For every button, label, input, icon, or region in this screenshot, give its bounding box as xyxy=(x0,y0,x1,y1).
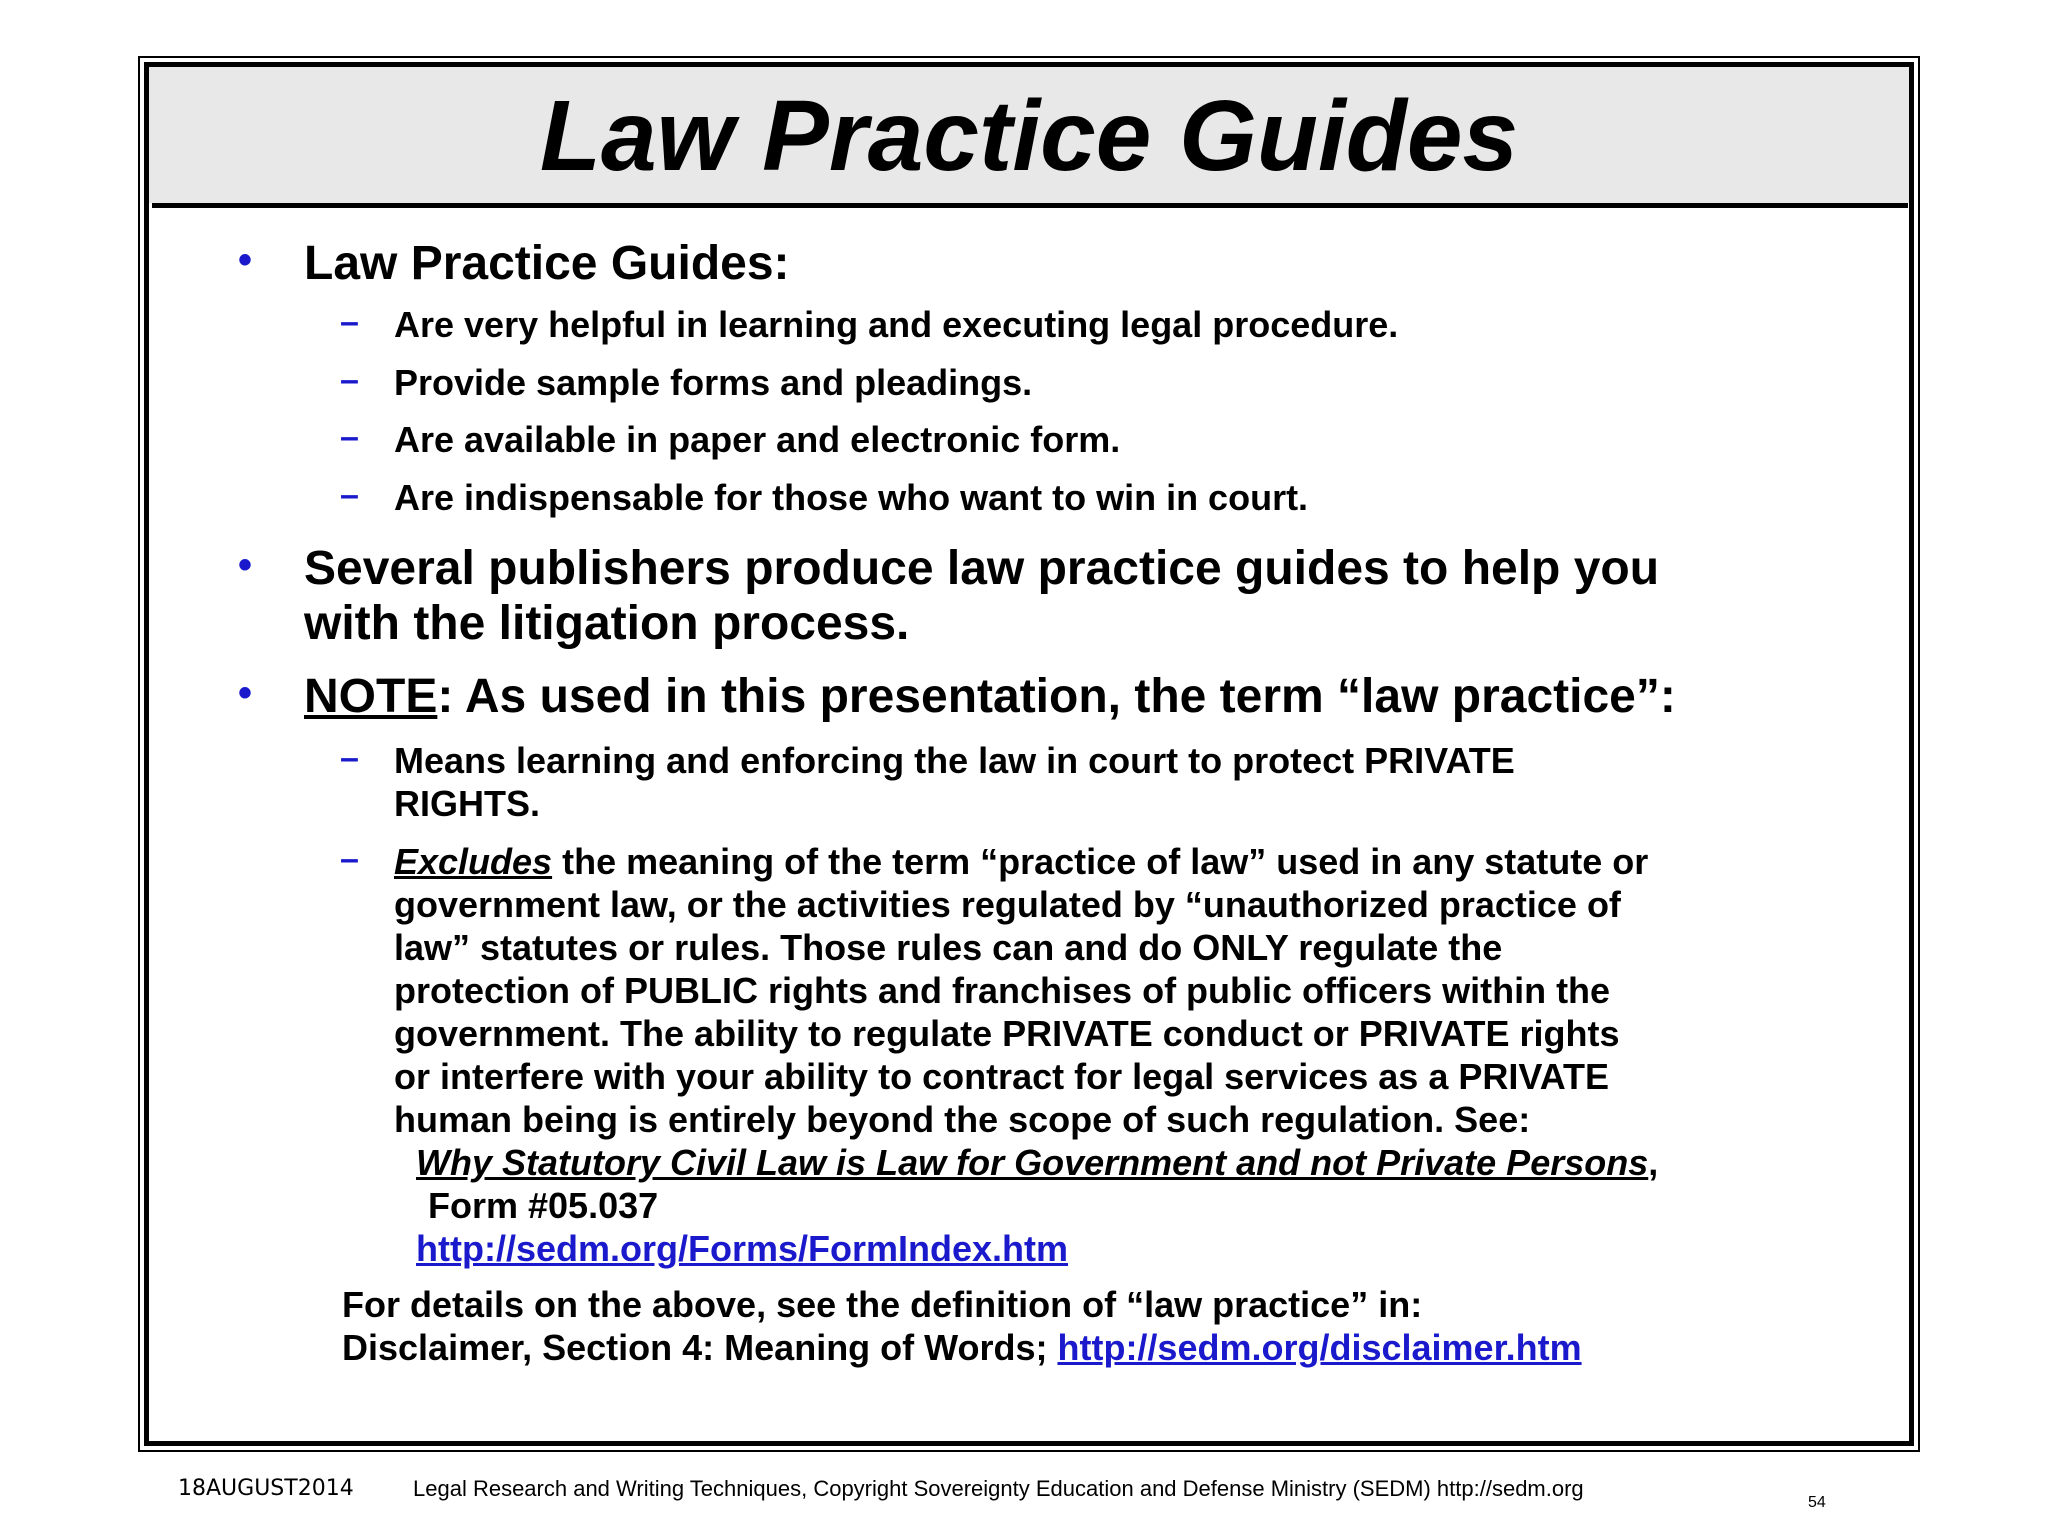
dash-icon: – xyxy=(340,418,359,456)
bullet-3-sub-1-line-1: Means learning and enforcing the law in court to protect PRIVATE xyxy=(394,740,1515,781)
note-text: : As used in this presentation, the term “law practice”: xyxy=(437,670,1676,723)
reference-comma: , xyxy=(1648,1142,1659,1183)
footer-text: Legal Research and Writing Techniques, Copyright Sovereignty Education and Defense Ministry (SEDM) http://sedm.org xyxy=(413,1476,1584,1501)
bullet-2-line-1: Several publishers produce law practice guides to help you xyxy=(304,542,1660,595)
bullet-3-sub-1-line-2: RIGHTS. xyxy=(394,783,541,824)
page-number: 54 xyxy=(1808,1494,1826,1511)
bullet-icon: • xyxy=(238,671,253,715)
bullet-3-sub-2-line-5: government. The ability to regulate PRIVATE conduct or PRIVATE rights xyxy=(394,1013,1620,1054)
bullet-1-sub-3: Are available in paper and electronic form. xyxy=(394,419,1121,460)
excludes-rest: the meaning of the term “practice of law” used in any statute or xyxy=(552,841,1649,882)
bullet-icon: • xyxy=(238,543,253,587)
bullet-3-sub-2-line-3: law” statutes or rules. Those rules can and do ONLY regulate the xyxy=(394,927,1503,968)
reference-title: Why Statutory Civil Law is Law for Government and not Private Persons xyxy=(416,1142,1649,1183)
bullet-1-sub-1: Are very helpful in learning and executing legal procedure. xyxy=(394,304,1399,345)
bullet-3-sub-2 xyxy=(394,840,1814,1270)
bullet-3-heading xyxy=(304,669,1844,724)
bullet-3-sub-2-line-6: or interfere with your ability to contract for legal services as a PRIVATE xyxy=(394,1056,1610,1097)
details-line-1: For details on the above, see the definition of “law practice” in: xyxy=(342,1284,1423,1325)
bullet-1-sub-2: Provide sample forms and pleadings. xyxy=(394,362,1033,403)
reference-link[interactable]: http://sedm.org/Forms/FormIndex.htm xyxy=(416,1228,1069,1269)
details-line-2 xyxy=(342,1326,1842,1369)
dash-icon: – xyxy=(340,739,359,777)
bullet-1-heading: Law Practice Guides: xyxy=(304,237,790,290)
dash-icon: – xyxy=(340,361,359,399)
footer-date: 18AUGUST2014 xyxy=(178,1476,354,1501)
details-line-2-text: Disclaimer, Section 4: Meaning of Words; xyxy=(342,1327,1058,1368)
details-block xyxy=(342,1283,1842,1369)
note-label: NOTE xyxy=(304,670,438,723)
disclaimer-link[interactable]: http://sedm.org/disclaimer.htm xyxy=(1057,1327,1582,1368)
bullet-3-sub-2-line-7: human being is entirely beyond the scope of such regulation. See: xyxy=(394,1099,1531,1140)
dash-icon: – xyxy=(340,303,359,341)
dash-icon: – xyxy=(340,840,359,878)
reference-link-line xyxy=(394,1227,1814,1270)
dash-icon: – xyxy=(340,476,359,514)
bullet-2-line-2: with the litigation process. xyxy=(304,597,910,650)
reference-title-line xyxy=(394,1141,1814,1184)
slide-title: Law Practice Guides xyxy=(539,80,1519,192)
bullet-1-sub-4: Are indispensable for those who want to win in court. xyxy=(394,477,1309,518)
bullet-2-text xyxy=(304,541,1844,651)
bullet-3-sub-2-line-4: protection of PUBLIC rights and franchises of public officers within the xyxy=(394,970,1611,1011)
bullet-3-sub-2-line-2: government law, or the activities regulated by “unauthorized practice of xyxy=(394,884,1621,925)
bullet-icon: • xyxy=(238,238,253,282)
bullet-3-sub-2-line-1 xyxy=(394,840,1814,883)
excludes-term: Excludes xyxy=(394,841,553,882)
reference-form: Form #05.037 xyxy=(428,1185,659,1226)
bullet-3-sub-1 xyxy=(394,739,1814,825)
